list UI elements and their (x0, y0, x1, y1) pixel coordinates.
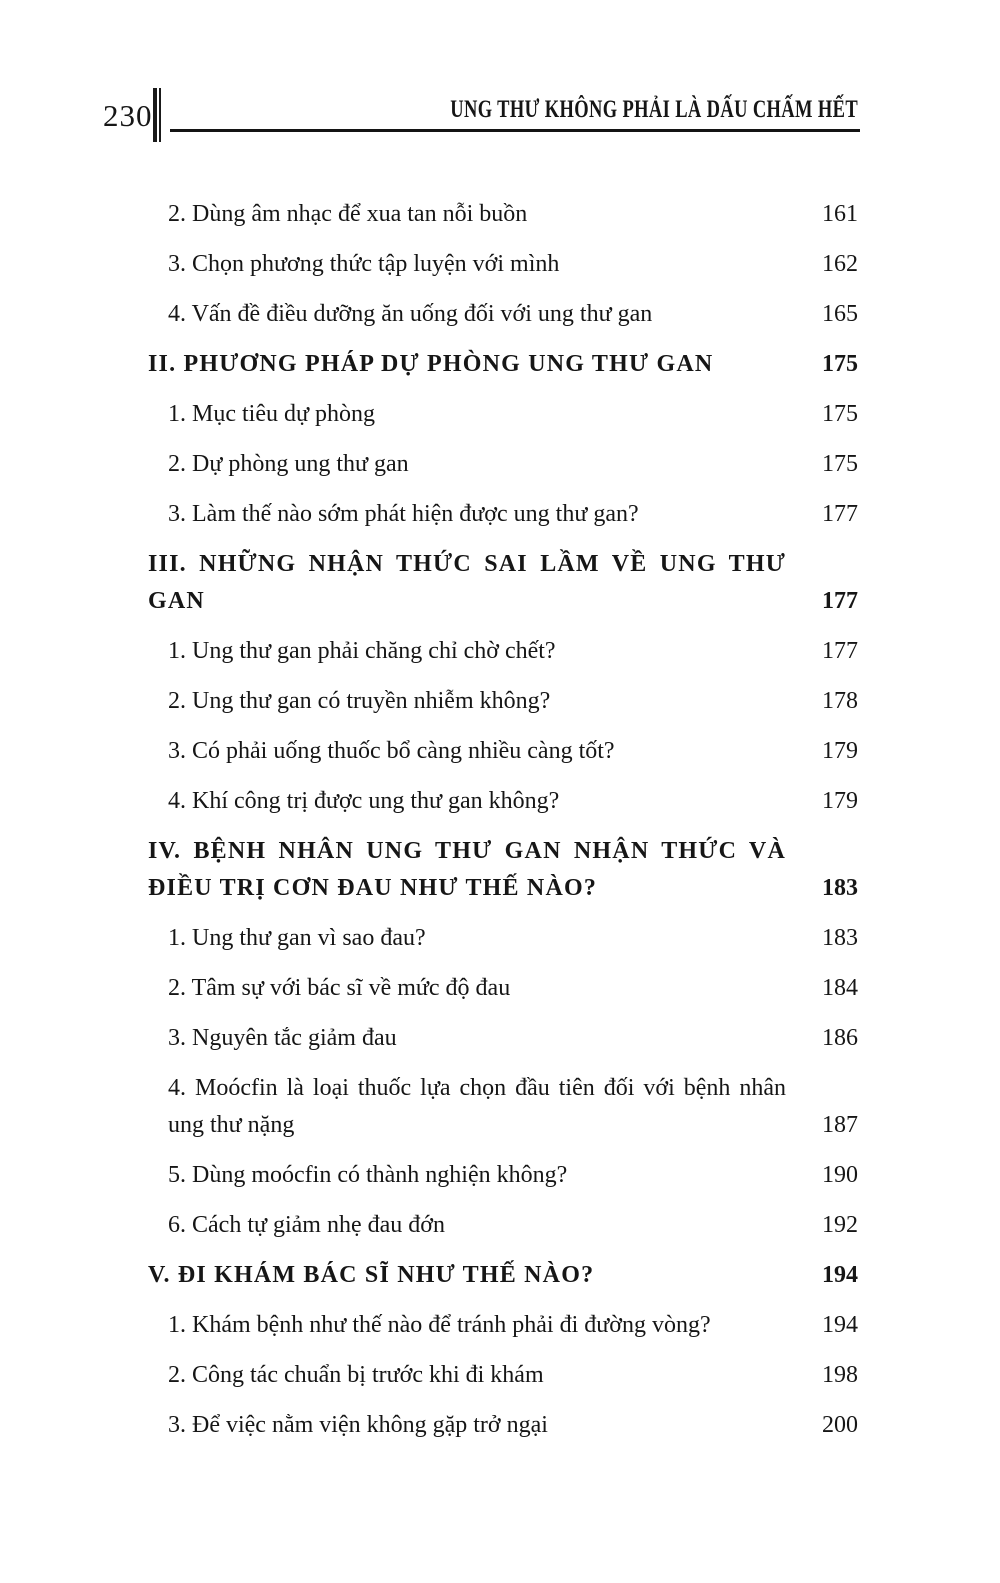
folio-page-number: 230 (103, 98, 153, 133)
toc-entry-page: 162 (822, 251, 858, 277)
toc-entry-page: 198 (822, 1362, 858, 1388)
toc-item-row (148, 246, 858, 283)
toc-item-row (148, 196, 858, 233)
toc-entry-label: 2. Dự phòng ung thư gan (168, 451, 409, 477)
toc-section-row (148, 833, 858, 907)
toc-item-row (148, 396, 858, 433)
toc-entry-label: 6. Cách tự giảm nhẹ đau đớn (168, 1212, 445, 1238)
toc-entry-page: 194 (822, 1262, 858, 1288)
toc-entry-label: 1. Mục tiêu dự phòng (168, 401, 375, 427)
toc-item-row (148, 1357, 858, 1394)
toc-entry-page: 190 (822, 1162, 858, 1188)
toc-entry-label: 4. Moócfin là loại thuốc lựa chọn đầu tiên đối với bệnh nhân ung thư nặng (168, 1075, 786, 1138)
toc-entry-label: III. NHỮNG NHẬN THỨC SAI LẦM VỀ UNG THƯ GAN (148, 551, 786, 614)
toc-item-row (148, 633, 858, 670)
toc-entry-page: 177 (822, 588, 858, 614)
toc-item-row (148, 1407, 858, 1444)
header-rule (170, 129, 860, 132)
toc-entry-page: 200 (822, 1412, 858, 1438)
toc-item-row (148, 733, 858, 770)
toc-entry-label: IV. BỆNH NHÂN UNG THƯ GAN NHẬN THỨC VÀ ĐIỀU TRỊ CƠN ĐAU NHƯ THẾ NÀO? (148, 838, 786, 901)
toc-entry-label: 3. Có phải uống thuốc bổ càng nhiều càng tốt? (168, 738, 615, 764)
toc-item-row (148, 296, 858, 333)
toc-item-row (148, 970, 858, 1007)
toc-entry-label: 3. Chọn phương thức tập luyện với mình (168, 251, 560, 277)
toc-entry-page: 186 (822, 1025, 858, 1051)
toc-item-row (148, 446, 858, 483)
toc-entry-label: 1. Ung thư gan vì sao đau? (168, 925, 426, 951)
toc-entry-page: 183 (822, 875, 858, 901)
toc-item-row (148, 683, 858, 720)
toc-entry-page: 178 (822, 688, 858, 714)
toc-entry-page: 179 (822, 788, 858, 814)
toc-entry-page: 183 (822, 925, 858, 951)
toc-entry-page: 187 (822, 1112, 858, 1138)
toc-entry-page: 175 (822, 401, 858, 427)
toc-section-row (148, 346, 858, 383)
toc-entry-label: 4. Vấn đề điều dưỡng ăn uống đối với ung thư gan (168, 301, 653, 327)
header-divider-bars (153, 88, 161, 142)
toc-entry-page: 192 (822, 1212, 858, 1238)
toc-entry-label: 2. Công tác chuẩn bị trước khi đi khám (168, 1362, 544, 1388)
toc-item-row (148, 1070, 858, 1144)
page-header (0, 0, 1000, 160)
toc-entry-page: 175 (822, 451, 858, 477)
toc-entry-label: 2. Tâm sự với bác sĩ về mức độ đau (168, 975, 511, 1001)
toc-item-row (148, 1020, 858, 1057)
toc-entry-page: 194 (822, 1312, 858, 1338)
toc-item-row (148, 1307, 858, 1344)
toc-entry-label: 3. Nguyên tắc giảm đau (168, 1025, 397, 1051)
toc-item-row (148, 783, 858, 820)
toc-section-row (148, 1257, 858, 1294)
toc-entry-label: V. ĐI KHÁM BÁC SĨ NHƯ THẾ NÀO? (148, 1262, 595, 1288)
toc-entry-label: 3. Làm thế nào sớm phát hiện được ung thư gan? (168, 501, 639, 527)
toc-entry-label: 2. Ung thư gan có truyền nhiễm không? (168, 688, 551, 714)
toc-entry-label: 1. Khám bệnh như thế nào để tránh phải đi đường vòng? (168, 1312, 711, 1338)
toc-entry-label: II. PHƯƠNG PHÁP DỰ PHÒNG UNG THƯ GAN (148, 351, 714, 377)
toc-item-row (148, 920, 858, 957)
toc-entry-label: 3. Để việc nằm viện không gặp trở ngại (168, 1412, 548, 1438)
toc-entry-page: 177 (822, 638, 858, 664)
toc-section-row (148, 546, 858, 620)
toc-entry-page: 184 (822, 975, 858, 1001)
toc-entry-label: 2. Dùng âm nhạc để xua tan nỗi buồn (168, 201, 528, 227)
toc-item-row (148, 1157, 858, 1194)
toc-entry-page: 179 (822, 738, 858, 764)
toc-entry-page: 165 (822, 301, 858, 327)
toc-entry-page: 177 (822, 501, 858, 527)
toc-entry-label: 5. Dùng moócfin có thành nghiện không? (168, 1162, 568, 1188)
toc-item-row (148, 1207, 858, 1244)
toc-entry-page: 161 (822, 201, 858, 227)
toc-entry-label: 1. Ung thư gan phải chăng chỉ chờ chết? (168, 638, 556, 664)
toc-item-row (148, 496, 858, 533)
toc-entry-label: 4. Khí công trị được ung thư gan không? (168, 788, 560, 814)
table-of-contents (148, 196, 858, 1457)
running-title: UNG THƯ KHÔNG PHẢI LÀ DẤU CHẤM HẾT (450, 96, 858, 123)
toc-entry-page: 175 (822, 351, 858, 377)
